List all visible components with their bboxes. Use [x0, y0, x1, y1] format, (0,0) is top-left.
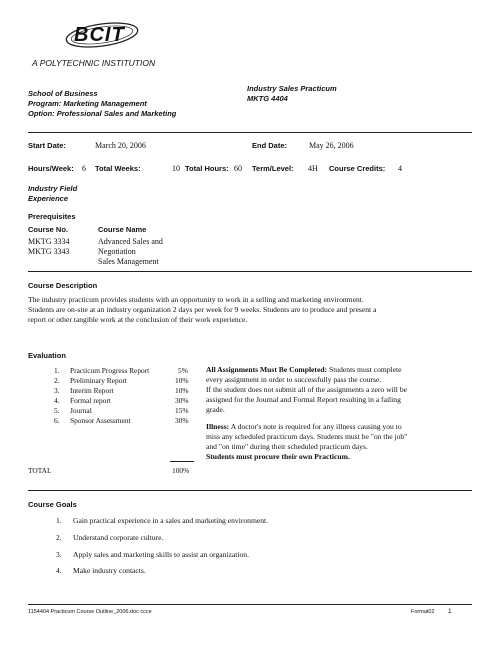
option-name: Option: Professional Sales and Marketing [28, 109, 177, 118]
note-illness-line-2: miss any scheduled practicum days. Students must be "on the job" [206, 432, 408, 441]
start-date-value: March 20, 2006 [95, 141, 146, 150]
eval-item [54, 376, 60, 385]
term-level-label: Term/Level: [252, 164, 294, 173]
total-hours-value: 60 [234, 164, 242, 173]
footer-page-number: 1 [448, 608, 452, 615]
eval-num: 5. [54, 406, 60, 415]
total-value: 100% [172, 466, 190, 475]
goal-num: 3. [56, 550, 62, 559]
prereq-row-3-name: Sales Management [98, 257, 159, 266]
evaluation-heading: Evaluation [28, 351, 66, 360]
eval-pct: 10% [175, 376, 189, 385]
eval-pct: 30% [175, 416, 189, 425]
note-assignments-line-1 [206, 365, 402, 375]
note-illness-bold: Illness: [206, 422, 230, 431]
goal-num: 4. [56, 566, 62, 575]
eval-name: Sponsor Assessment [70, 416, 131, 425]
prereq-row-1-name: Advanced Sales and [98, 237, 163, 246]
eval-pct: 10% [175, 386, 189, 395]
note-assignments-line-2: every assignment in order to successfully pass the course. [206, 375, 382, 384]
logo-tagline: A POLYTECHNIC INSTITUTION [32, 58, 156, 68]
eval-item [54, 416, 60, 425]
field-line-1: Industry Field [28, 184, 78, 193]
eval-num: 1. [54, 366, 60, 375]
note-assignments-bold: All Assignments Must Be Completed: [206, 365, 328, 374]
eval-item [54, 366, 60, 375]
eval-pct: 30% [175, 396, 189, 405]
logo-text: BCIT [74, 24, 125, 46]
prereq-row-2-name: Negotiation [98, 247, 136, 256]
field-line-2: Experience [28, 194, 69, 203]
start-date-label: Start Date: [28, 141, 66, 150]
footer-divider [28, 604, 472, 605]
goal-text: Understand corporate culture. [73, 533, 164, 542]
note-assignments-rest: Students must complete [327, 365, 402, 374]
description-line-2: Students are on-site at an industry organization 2 days per week for 9 weeks. Students are to produce and present a [28, 305, 377, 314]
course-code: MKTG 4404 [247, 94, 288, 103]
goal-text: Apply sales and marketing skills to assist an organization. [73, 550, 249, 559]
eval-item [54, 406, 60, 415]
eval-item [54, 396, 60, 405]
school-name: School of Business [28, 89, 98, 98]
end-date-value: May 26, 2006 [309, 141, 354, 150]
eval-name: Formal report [70, 396, 111, 405]
total-hours-label: Total Hours: [185, 164, 229, 173]
eval-num: 6. [54, 416, 60, 425]
eval-num: 3. [54, 386, 60, 395]
eval-name: Preliminary Report [70, 376, 127, 385]
course-credits-value: 4 [398, 164, 402, 173]
prereq-row-1-no: MKTG 3334 [28, 237, 70, 246]
note-illness-rest: A doctor's note is required for any illness causing you to [229, 422, 402, 431]
goal-num: 1. [56, 516, 62, 525]
goal-num: 2. [56, 533, 62, 542]
hours-week-label: Hours/Week: [28, 164, 74, 173]
footer-filename: 1154404 Practicum Course Outline_2006.doc ccce [28, 609, 152, 615]
eval-name: Interim Report [70, 386, 114, 395]
eval-num: 2. [54, 376, 60, 385]
note-assignments-line-4: assigned for the Journal and Formal Report resulting in a failing [206, 395, 401, 404]
total-rule [170, 461, 194, 462]
description-heading: Course Description [28, 281, 98, 290]
total-weeks-value: 10 [172, 164, 180, 173]
eval-name: Practicum Progress Report [70, 366, 150, 375]
course-credits-label: Course Credits: [329, 164, 386, 173]
prereq-col-no: Course No. [28, 225, 69, 234]
hours-week-value: 6 [82, 164, 86, 173]
description-line-3: report or other tangible work at the conclusion of their work experience. [28, 315, 248, 324]
total-label: TOTAL [28, 466, 52, 475]
goals-heading: Course Goals [28, 500, 77, 509]
note-assignments-line-3: If the student does not submit all of the assignments a zero will be [206, 385, 407, 394]
prerequisites-heading: Prerequisites [28, 212, 76, 221]
note-assignments-line-5: grade. [206, 405, 225, 414]
note-illness-line-3: and "on time" during their scheduled practicum days. [206, 442, 368, 451]
divider-prereq [28, 271, 472, 272]
program-name: Program: Marketing Management [28, 99, 147, 108]
divider-top [28, 132, 472, 133]
footer-format: Format02 [411, 609, 435, 615]
eval-pct: 5% [178, 366, 188, 375]
course-title: Industry Sales Practicum [247, 84, 337, 93]
total-weeks-label: Total Weeks: [95, 164, 141, 173]
eval-name: Journal [70, 406, 92, 415]
description-line-1: The industry practicum provides students with an opportunity to work in a selling and marketing environment. [28, 295, 364, 304]
end-date-label: End Date: [252, 141, 288, 150]
eval-pct: 15% [175, 406, 189, 415]
eval-item [54, 386, 60, 395]
note-procure: Students must procure their own Practicum. [206, 452, 350, 461]
goal-text: Make industry contacts. [73, 566, 146, 575]
term-level-value: 4H [308, 164, 318, 173]
divider-eval [28, 490, 472, 491]
goal-text: Gain practical experience in a sales and marketing environment. [73, 516, 269, 525]
prereq-row-2-no: MKTG 3343 [28, 247, 70, 256]
eval-num: 4. [54, 396, 60, 405]
bcit-logo [62, 20, 140, 50]
note-illness-line-1 [206, 422, 402, 432]
prereq-col-name: Course Name [98, 225, 147, 234]
